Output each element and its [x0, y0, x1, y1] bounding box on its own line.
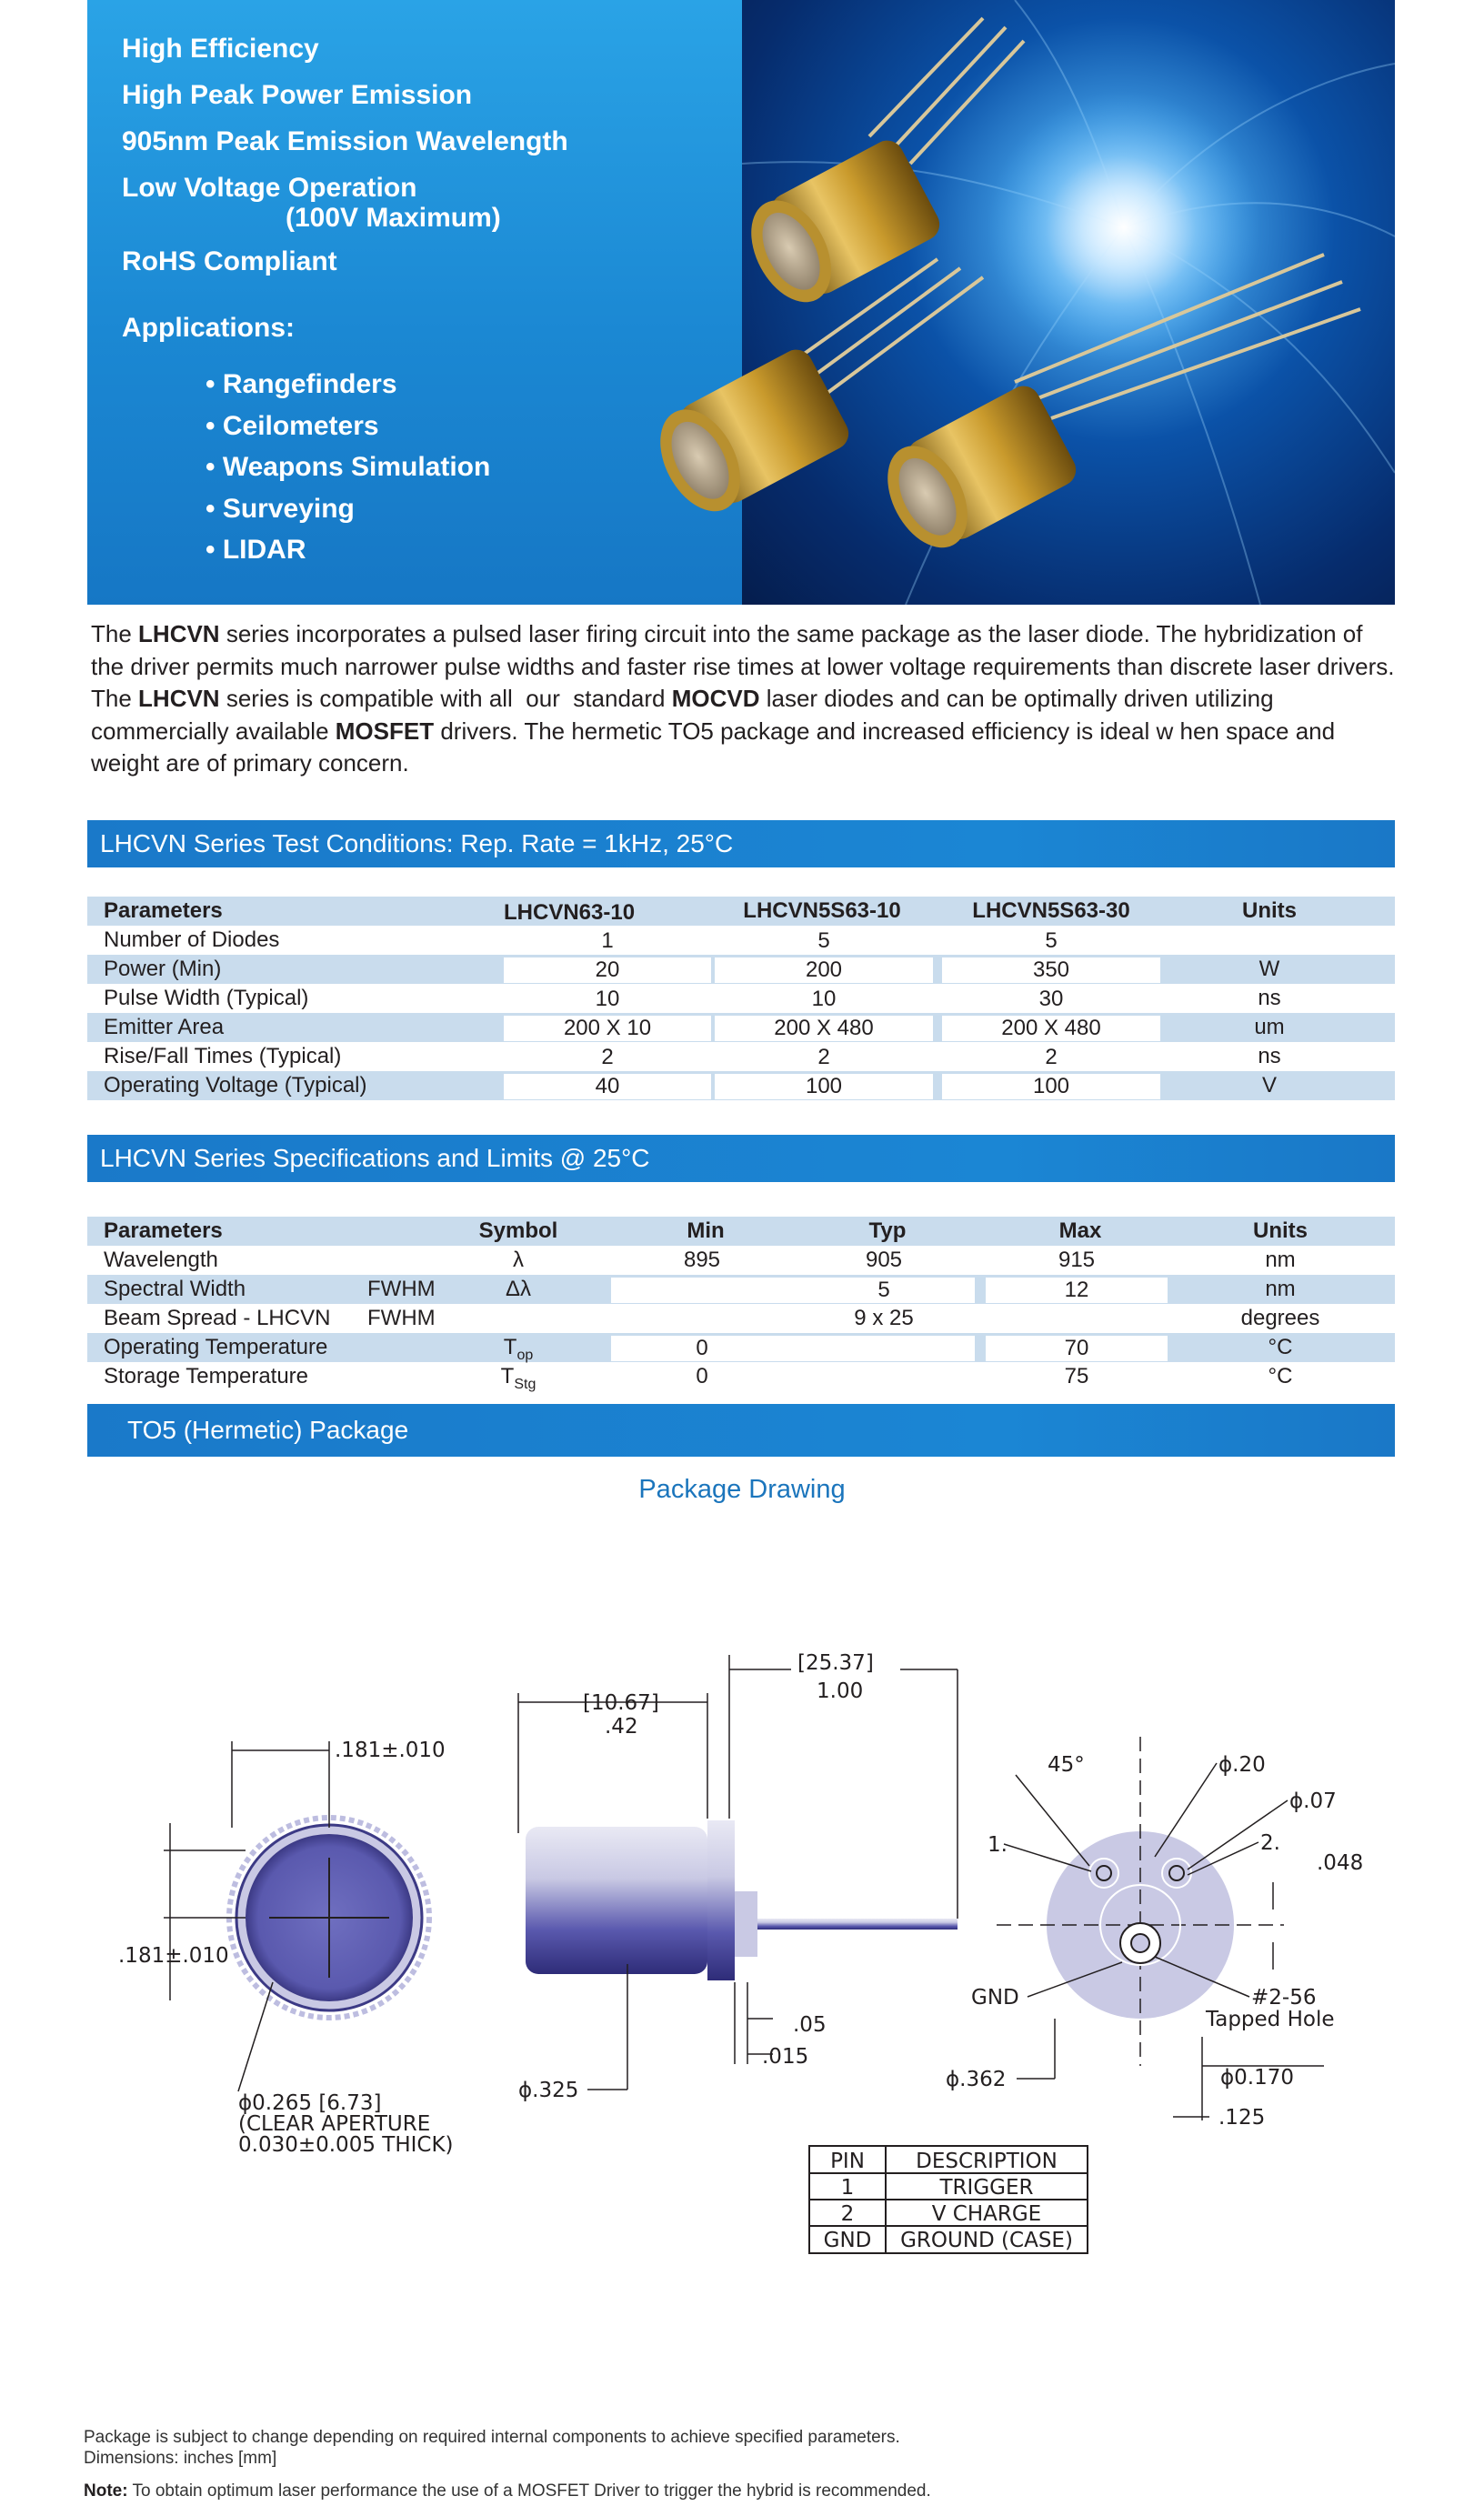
table-cell: Storage Temperature	[104, 1364, 309, 1388]
dim-label: ϕ.325	[518, 2079, 579, 2102]
column-header: LHCVN5S63-10	[743, 898, 901, 923]
application-item: • Weapons Simulation	[206, 452, 491, 482]
specifications-table	[87, 1217, 1395, 1398]
table-cell: 10	[715, 987, 933, 1012]
table-cell: 100	[942, 1074, 1160, 1099]
table-cell	[427, 1275, 609, 1304]
dimension-label: .125	[1218, 2106, 1266, 2130]
table-cell: 5	[793, 1278, 975, 1303]
dim-left-label: .181±.010	[118, 1944, 229, 1968]
pin-label: 1.	[988, 1833, 1008, 1857]
dim-label: .42	[605, 1715, 638, 1739]
table-cell: 905	[865, 1248, 903, 1272]
table-row	[87, 926, 1395, 955]
table-cell	[611, 1304, 793, 1333]
table-row	[87, 1362, 1395, 1391]
table-cell: Operating Voltage (Typical)	[104, 1073, 367, 1098]
table-cell: 200 X 480	[715, 1016, 933, 1041]
table-cell: 2	[942, 1045, 1160, 1070]
table-cell: 5	[715, 928, 933, 954]
tapped-hole-label: #2-56	[1251, 1986, 1317, 2010]
intro-text: drivers. The hermetic TO5 package and increased efficiency is ideal w hen space and weight are of primary concern.	[91, 717, 1336, 777]
pin-table-header: PIN	[830, 2150, 865, 2173]
footer-note	[84, 2481, 931, 2501]
dimension-label: ϕ.20	[1218, 1753, 1266, 1777]
table-cell	[793, 1362, 975, 1391]
dimension-label: ϕ.07	[1289, 1789, 1337, 1813]
table-row	[87, 1333, 1395, 1362]
table-header-row	[87, 897, 1395, 926]
table-cell: nm	[1265, 1277, 1296, 1301]
angle-label: 45°	[1048, 1753, 1085, 1777]
intro-bold: MOCVD	[671, 685, 760, 712]
dim-label: [25.37]	[797, 1651, 874, 1675]
dimension-label: ϕ.362	[946, 2068, 1007, 2091]
table-cell: 10	[504, 987, 711, 1012]
column-header: Min	[687, 1218, 725, 1243]
front-view	[118, 1739, 454, 2157]
intro-text: laser diodes and can be optimally driven utilizing commercially available	[91, 685, 1274, 745]
dimension-label: ϕ0.170	[1220, 2066, 1295, 2090]
table-row	[87, 1275, 1395, 1304]
table-cell: Emitter Area	[104, 1015, 225, 1039]
table-cell: Operating Temperature	[104, 1335, 328, 1359]
tapped-hole-label: Tapped Hole	[1206, 2008, 1335, 2031]
pin-table-cell: V CHARGE	[931, 2202, 1042, 2226]
table-cell: 5	[942, 928, 1160, 954]
column-header: Parameters	[104, 1218, 223, 1243]
package-drawing-title: Package Drawing	[638, 1475, 846, 1504]
table-cell: V	[1261, 1073, 1277, 1098]
intro-text: series is compatible with all our standard	[219, 685, 672, 712]
column-header: Units	[1253, 1218, 1308, 1243]
table-header-row	[87, 1217, 1395, 1246]
table-cell: W	[1258, 957, 1280, 981]
footer-disclaimer: Package is subject to change depending on required internal components to achieve specified parameters.	[84, 2428, 900, 2447]
column-header: Parameters	[104, 898, 223, 923]
column-header: Typ	[868, 1218, 907, 1243]
intro-text: series incorporates a pulsed laser firing circuit into the same package as the laser diode. The hybridization of the driver permits much narrower pulse widths and faster rise times at lower voltage requirements than discrete laser drivers. The	[91, 620, 1395, 712]
intro-bold: MOSFET	[335, 717, 435, 745]
table-cell: 20	[504, 957, 711, 983]
aperture-label: ϕ0.265 [6.73]	[238, 2091, 382, 2115]
feature-item: RoHS Compliant	[122, 246, 337, 276]
pin-table-cell: GND	[823, 2229, 872, 2252]
dimension-label: .048	[1317, 1851, 1364, 1875]
column-header: Symbol	[478, 1218, 558, 1243]
aperture-label: 0.030±0.005 THICK)	[238, 2133, 454, 2157]
table-cell: 1	[504, 928, 711, 954]
feature-subnote: (100V Maximum)	[286, 203, 501, 233]
table-cell: ns	[1258, 1044, 1281, 1068]
table-cell	[427, 1246, 609, 1275]
symbol-text: T	[503, 1335, 517, 1359]
pin-table-cell: TRIGGER	[939, 2176, 1034, 2200]
table-row	[87, 1042, 1395, 1071]
table-cell	[427, 1333, 609, 1362]
aperture-label: (CLEAR APERTURE	[238, 2112, 431, 2136]
pin-table	[809, 2146, 1088, 2253]
column-header: LHCVN63-10	[504, 900, 636, 925]
table-cell: 75	[1064, 1364, 1089, 1388]
table-cell	[611, 1278, 793, 1303]
feature-item: High Efficiency	[122, 34, 319, 64]
table-cell: degrees	[1240, 1306, 1320, 1330]
applications-title: Applications:	[122, 313, 296, 343]
table-cell: 895	[683, 1248, 721, 1272]
table-cell: °C	[1268, 1364, 1293, 1388]
table-cell: 0	[696, 1364, 708, 1388]
table-cell: Power (Min)	[104, 957, 222, 981]
dim-label: .05	[793, 2013, 827, 2037]
intro-bold: LHCVN	[138, 620, 220, 647]
feature-item: Low Voltage Operation	[122, 173, 417, 203]
table-cell	[427, 1362, 609, 1391]
table-cell: 2	[715, 1045, 933, 1070]
table-cell: 200	[715, 957, 933, 983]
test-conditions-table	[87, 897, 1395, 1104]
side-view	[518, 1651, 958, 2102]
table-cell: Spectral Width	[104, 1277, 246, 1301]
application-item: • Rangefinders	[206, 369, 397, 399]
table-cell: FWHM	[367, 1306, 436, 1330]
symbol-subscript: Stg	[514, 1376, 536, 1392]
table-row	[87, 984, 1395, 1013]
symbol-text: Δλ	[505, 1277, 532, 1301]
intro-paragraph	[91, 618, 1396, 780]
pin-table-header: DESCRIPTION	[916, 2150, 1058, 2173]
table-cell: 350	[942, 957, 1160, 983]
column-header: LHCVN5S63-30	[972, 898, 1130, 923]
table-cell	[986, 1304, 1168, 1333]
hero-banner	[87, 0, 1395, 605]
intro-text: The	[91, 620, 139, 647]
table-cell: FWHM	[367, 1277, 436, 1301]
pin-table-cell: GROUND (CASE)	[900, 2229, 1073, 2252]
column-header: Units	[1242, 898, 1297, 923]
applications-list	[206, 364, 490, 571]
feature-list	[122, 25, 568, 285]
table-cell: °C	[1268, 1335, 1293, 1359]
table-cell: Number of Diodes	[104, 927, 280, 952]
package-heading: TO5 (Hermetic) Package	[87, 1404, 1395, 1457]
feature-item: 905nm Peak Emission Wavelength	[122, 126, 568, 156]
symbol-text: T	[500, 1364, 515, 1388]
table-row	[87, 1071, 1395, 1100]
table-cell: Pulse Width (Typical)	[104, 986, 309, 1010]
table-cell: 70	[986, 1336, 1168, 1361]
symbol-subscript: op	[516, 1347, 534, 1363]
table-cell	[793, 1336, 975, 1361]
table-cell: Beam Spread - LHCVN	[104, 1306, 331, 1330]
feature-item: High Peak Power Emission	[122, 80, 473, 110]
dim-label: .015	[762, 2045, 809, 2069]
table-cell	[1188, 926, 1351, 955]
table-cell: nm	[1265, 1248, 1296, 1272]
table-cell: 200 X 10	[504, 1016, 711, 1041]
dim-label: [10.67]	[583, 1691, 659, 1715]
application-item: • LIDAR	[206, 535, 306, 565]
note-label: Note:	[84, 2481, 128, 2501]
pin-label: 2.	[1260, 1831, 1280, 1855]
table-cell: Wavelength	[104, 1248, 218, 1272]
table-row	[87, 1304, 1395, 1333]
table-cell: 200 X 480	[942, 1016, 1160, 1041]
table-cell: 2	[504, 1045, 711, 1070]
symbol-text: λ	[513, 1248, 524, 1272]
application-item: • Ceilometers	[206, 410, 379, 441]
package-drawing	[0, 1619, 1484, 2273]
intro-bold: LHCVN	[138, 685, 220, 712]
test-conditions-heading: LHCVN Series Test Conditions: Rep. Rate = 1kHz, 25°C	[87, 820, 1395, 867]
note-text: To obtain optimum laser performance the use of a MOSFET Driver to trigger the hybrid is recommended.	[127, 2481, 931, 2501]
table-cell: 30	[942, 987, 1160, 1012]
dim-label: 1.00	[817, 1679, 864, 1703]
table-cell: 40	[504, 1074, 711, 1099]
application-item: • Surveying	[206, 493, 355, 524]
table-cell: 915	[1058, 1248, 1096, 1272]
table-cell: 100	[715, 1074, 933, 1099]
table-row	[87, 1013, 1395, 1042]
table-cell	[427, 1304, 609, 1333]
pin-table-cell: 1	[840, 2176, 855, 2200]
table-cell: ns	[1258, 986, 1281, 1010]
table-cell: um	[1254, 1015, 1285, 1039]
gnd-label: GND	[971, 1986, 1019, 2010]
specifications-heading: LHCVN Series Specifications and Limits @ 25°C	[87, 1135, 1395, 1182]
pin-table-cell: 2	[840, 2202, 855, 2226]
table-cell: 9 x 25	[854, 1306, 914, 1330]
table-cell: 0	[611, 1336, 793, 1361]
table-row	[87, 1246, 1395, 1275]
table-cell: 12	[986, 1278, 1168, 1303]
dim-top-label: .181±.010	[335, 1739, 446, 1762]
table-row	[87, 955, 1395, 984]
footer-dimensions-note: Dimensions: inches [mm]	[84, 2449, 277, 2468]
table-cell: Rise/Fall Times (Typical)	[104, 1044, 342, 1068]
column-header: Max	[1058, 1218, 1102, 1243]
back-view	[946, 1737, 1363, 2130]
